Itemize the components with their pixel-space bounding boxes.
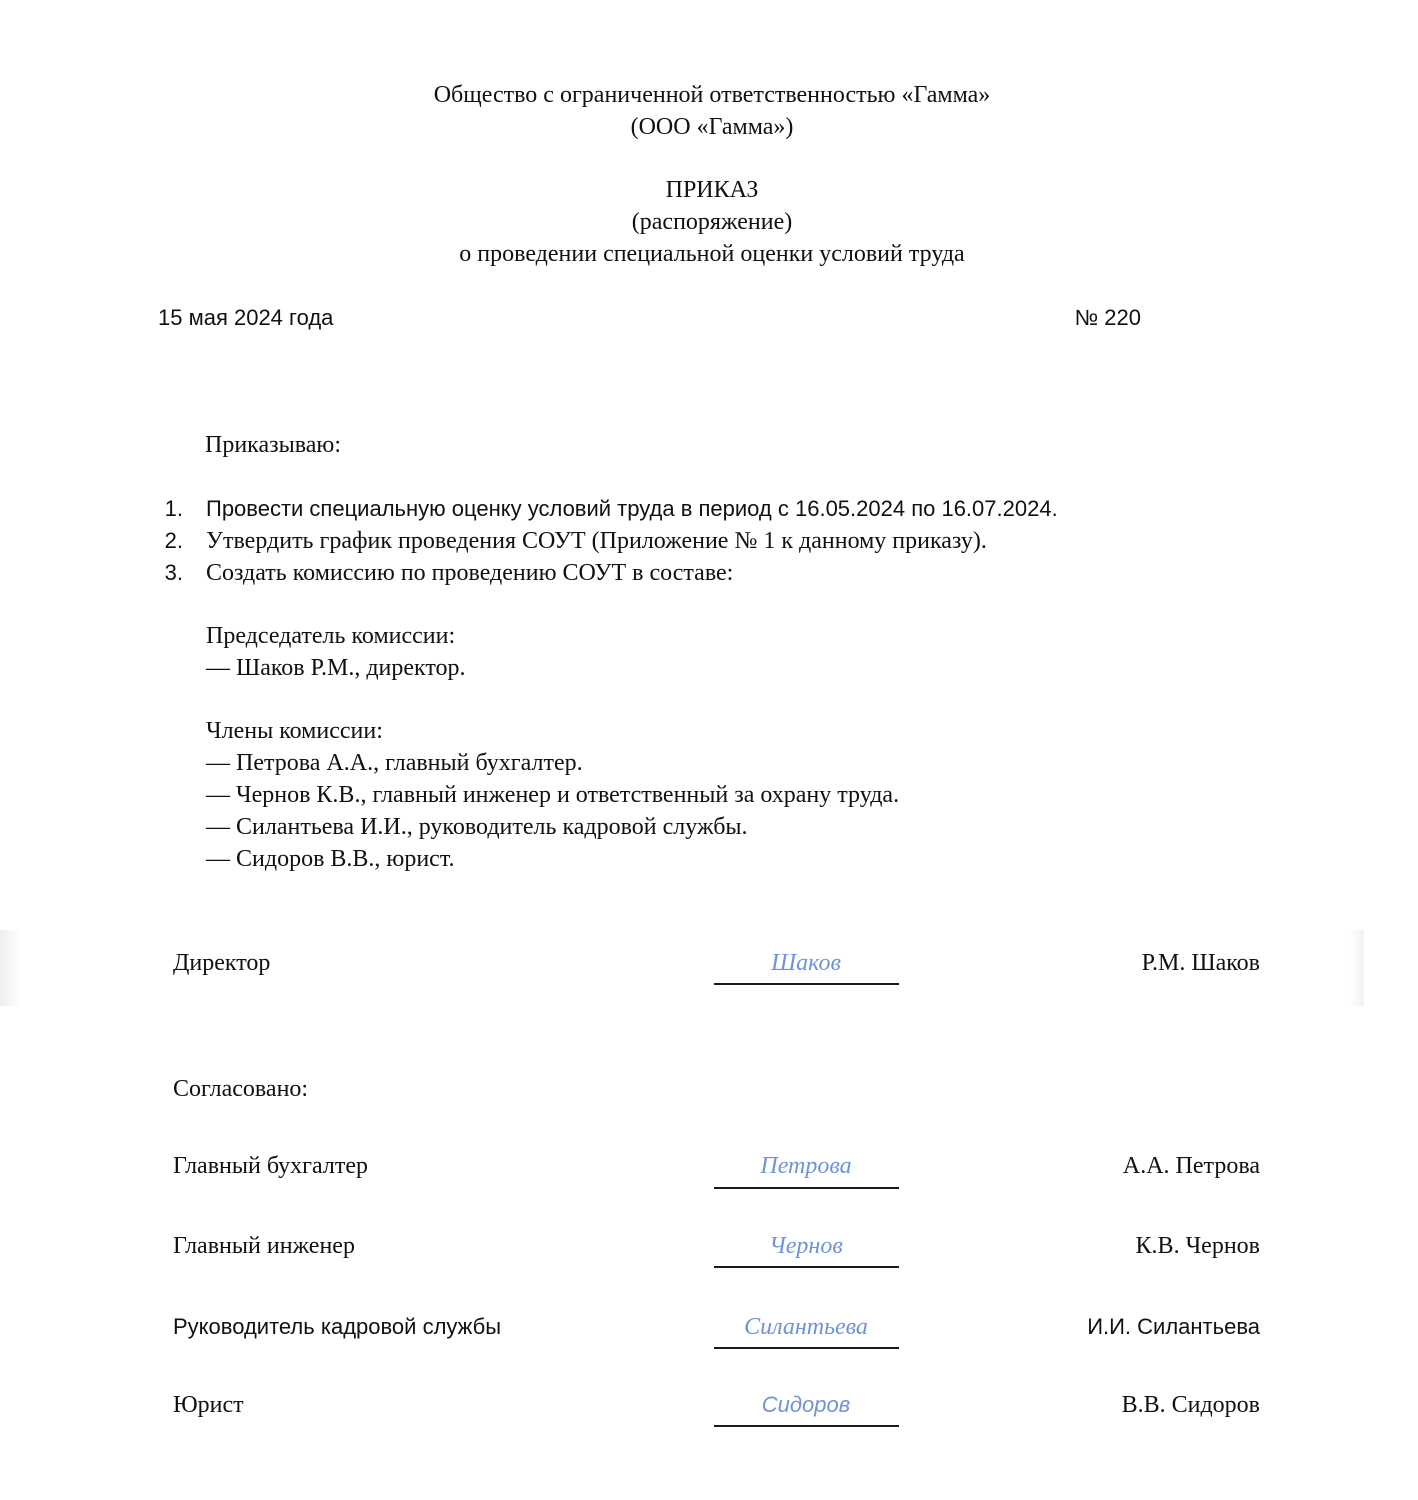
list-item-number: 3. <box>164 560 183 585</box>
signature-line <box>714 1187 899 1189</box>
signature-line <box>714 1425 899 1427</box>
commission-member: — Сидоров В.В., юрист. <box>206 846 455 872</box>
commission-member: — Чернов К.В., главный инженер и ответственный за охрану труда. <box>206 782 900 808</box>
order-intro: Приказываю: <box>205 432 341 458</box>
signature-line <box>714 1266 899 1268</box>
page-edge-shadow-right <box>1350 930 1364 1006</box>
list-item-text: Провести специальную оценку условий труда в период с 16.05.2024 по 16.07.2024. <box>206 496 1058 521</box>
signature-line <box>714 983 899 985</box>
organization-full-name: Общество с ограниченной ответственностью «Гамма» <box>433 82 991 108</box>
list-item-number: 1. <box>164 496 183 521</box>
list-item-text: Создать комиссию по проведению СОУТ в составе: <box>206 560 734 586</box>
approver-role: Юрист <box>173 1392 244 1418</box>
approver-name: И.И. Силантьева <box>1087 1314 1260 1339</box>
approver-signature: Петрова <box>760 1153 852 1179</box>
order-number: № 220 <box>1074 305 1141 330</box>
page-edge-shadow-left <box>0 930 22 1006</box>
director-name: Р.М. Шаков <box>1141 950 1260 976</box>
commission-members-heading: Члены комиссии: <box>206 718 383 744</box>
approver-role: Руководитель кадровой службы <box>173 1314 502 1339</box>
director-signature: Шаков <box>771 950 841 976</box>
approver-signature: Силантьева <box>744 1314 868 1340</box>
signature-line <box>714 1347 899 1349</box>
document-title: ПРИКАЗ <box>665 177 759 203</box>
commission-chair-heading: Председатель комиссии: <box>206 623 456 649</box>
order-date: 15 мая 2024 года <box>158 305 334 330</box>
organization-short-name: (ООО «Гамма») <box>630 114 794 140</box>
list-item-text: Утвердить график проведения СОУТ (Приложение № 1 к данному приказу). <box>206 528 987 554</box>
commission-chair: — Шаков Р.М., директор. <box>206 655 466 681</box>
approver-name: В.В. Сидоров <box>1121 1392 1260 1418</box>
document-subject: о проведении специальной оценки условий труда <box>459 241 965 267</box>
commission-member: — Петрова А.А., главный бухгалтер. <box>206 750 583 776</box>
approver-role: Главный бухгалтер <box>173 1153 368 1179</box>
director-role: Директор <box>173 950 271 976</box>
approver-signature: Сидоров <box>761 1392 851 1417</box>
approval-heading: Согласовано: <box>173 1076 309 1102</box>
approver-name: К.В. Чернов <box>1135 1233 1260 1259</box>
approver-name: А.А. Петрова <box>1122 1153 1260 1179</box>
document-subtitle: (распоряжение) <box>631 209 793 235</box>
commission-member: — Силантьева И.И., руководитель кадровой службы. <box>206 814 748 840</box>
approver-role: Главный инженер <box>173 1233 355 1259</box>
approver-signature: Чернов <box>769 1233 843 1259</box>
list-item-number: 2. <box>164 528 183 553</box>
